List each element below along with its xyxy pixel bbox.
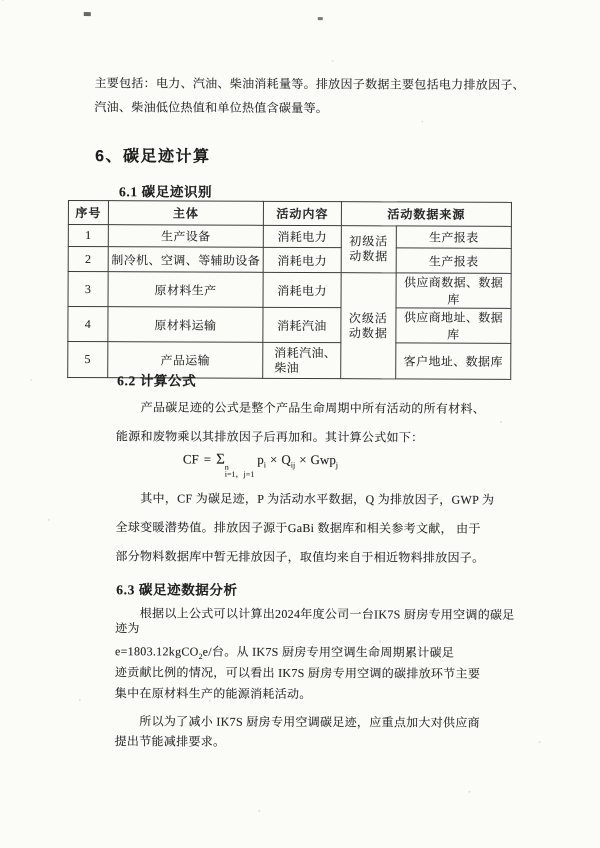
formula-term-gwp-sub: j — [335, 460, 339, 470]
text-line: 全球变暖潜势值。排放因子源于GaBi 数据库和相关参考文献， 由于 — [115, 520, 481, 536]
text-line: 迹为 — [115, 621, 140, 636]
sigma-limits — [225, 464, 255, 479]
text-line: 部分物料数据库中暂无排放因子，取值均来自于相近物料排放因子。 — [115, 549, 485, 565]
cell-no: 2 — [68, 246, 108, 271]
formula-term-gwp: Gwp — [310, 452, 336, 468]
col-header-subject: 主体 — [108, 201, 263, 226]
cell-no: 5 — [68, 341, 108, 377]
col-header-no: 序号 — [68, 200, 108, 224]
cell-subject: 产品运输 — [108, 342, 263, 379]
section-6-2-title: 6.2 计算公式 — [117, 373, 197, 389]
cell-data-group-secondary: 次级活动数据 — [341, 273, 396, 379]
cell-activity: 消耗汽油 — [263, 307, 341, 342]
text-line: 所以为了减小 IK7S 厨房专用空调碳足迹，应重点加大对供应商 — [114, 714, 480, 730]
formula-intro-paragraph — [116, 393, 485, 452]
footprint-value-pre: e=1803.12kgCO — [114, 644, 199, 659]
co2-subscript: 2 — [198, 651, 203, 661]
carbon-footprint-table — [67, 200, 512, 380]
analysis-paragraph-2 — [115, 662, 480, 706]
sigma-lower-limit: i=1，j=1 — [224, 469, 255, 479]
col-header-activity: 活动内容 — [263, 201, 341, 225]
sigma-symbol: Σ — [216, 451, 225, 468]
carbon-footprint-formula — [183, 451, 338, 479]
text-line: 主要包括：电力、汽油、柴油消耗量等。排放因子数据主要包括电力排放因子、 — [94, 76, 526, 92]
cell-data-group-primary: 初级活动数据 — [341, 226, 396, 273]
text-line: 迹贡献比例的情况，可以看出 IK7S 厨房专用空调的碳排放环节主要 — [114, 665, 481, 681]
formula-equals: = — [203, 451, 212, 467]
section-6-1-title: 6.1 碳足迹识别 — [118, 184, 213, 200]
formula-term-p: p — [257, 451, 264, 467]
text-line: 其中，CF 为碳足迹，P 为活动水平数据，Q 为排放因子，GWP 为 — [115, 491, 495, 507]
multiply-sign: × — [270, 451, 278, 467]
formula-term-p-sub: i — [263, 460, 267, 470]
cell-activity: 消耗电力 — [263, 272, 341, 307]
cell-no: 4 — [68, 306, 108, 341]
scan-artifact — [84, 12, 91, 16]
cell-activity: 消耗电力 — [263, 225, 341, 247]
table-row — [68, 306, 511, 343]
scan-artifact — [318, 17, 323, 20]
cell-activity: 消耗电力 — [263, 247, 341, 272]
section-6-3-title: 6.3 碳足迹数据分析 — [116, 582, 238, 598]
cell-no: 1 — [68, 224, 108, 246]
cell-source: 生产报表 — [396, 248, 511, 274]
cell-source: 供应商数据、数据库 — [396, 273, 511, 309]
cell-subject: 原材料运输 — [108, 307, 263, 343]
section-6-title: 6、碳足迹计算 — [95, 148, 211, 166]
scan-noise — [2, 0, 4, 1]
col-header-source: 活动数据来源 — [341, 202, 511, 227]
footprint-value-post: e/台。从 IK7S 厨房专用空调生命周期累计碳足 — [202, 644, 455, 660]
table-row — [68, 224, 511, 248]
cell-source: 供应商地址、数据库 — [396, 308, 511, 344]
analysis-paragraph-3 — [115, 711, 480, 753]
cell-activity: 消耗汽油、柴油 — [263, 342, 341, 378]
cell-source: 生产报表 — [396, 226, 511, 249]
text-line: 提出节能减排要求。 — [114, 734, 226, 749]
cell-source: 客户地址、数据库 — [396, 343, 511, 380]
cell-subject: 生产设备 — [108, 225, 263, 248]
table-row — [68, 246, 511, 273]
table-row — [68, 271, 511, 308]
formula-explanation-paragraph — [115, 484, 494, 573]
text-line: 汽油、柴油低位热值和单位热值含碳量等。 — [94, 100, 329, 116]
sigma-upper-limit: n — [224, 462, 229, 472]
analysis-paragraph-1 — [115, 606, 515, 638]
formula-term-q: Q — [281, 451, 291, 467]
multiply-sign: × — [299, 451, 307, 468]
text-line: 能源和废物乘以其排放因子后再加和。其计算公式如下： — [115, 428, 424, 445]
cell-no: 3 — [68, 271, 108, 306]
cell-subject: 制冷机、空调、等辅助设备 — [108, 247, 263, 273]
text-line: 根据以上公式可以计算出2024年度公司一台IK7S 厨房专用空调的碳足 — [115, 606, 515, 622]
intro-paragraph — [94, 71, 525, 121]
formula-term-q-sub: ij — [290, 460, 296, 470]
cell-subject: 原材料生产 — [108, 272, 263, 308]
text-line: 集中在原材料生产的能源消耗活动。 — [114, 686, 312, 702]
text-line: 产品碳足迹的公式是整个产品生命周期中所有活动的所有材料、 — [116, 400, 486, 416]
formula-lhs: CF — [182, 451, 199, 467]
table-header-row — [68, 200, 511, 226]
